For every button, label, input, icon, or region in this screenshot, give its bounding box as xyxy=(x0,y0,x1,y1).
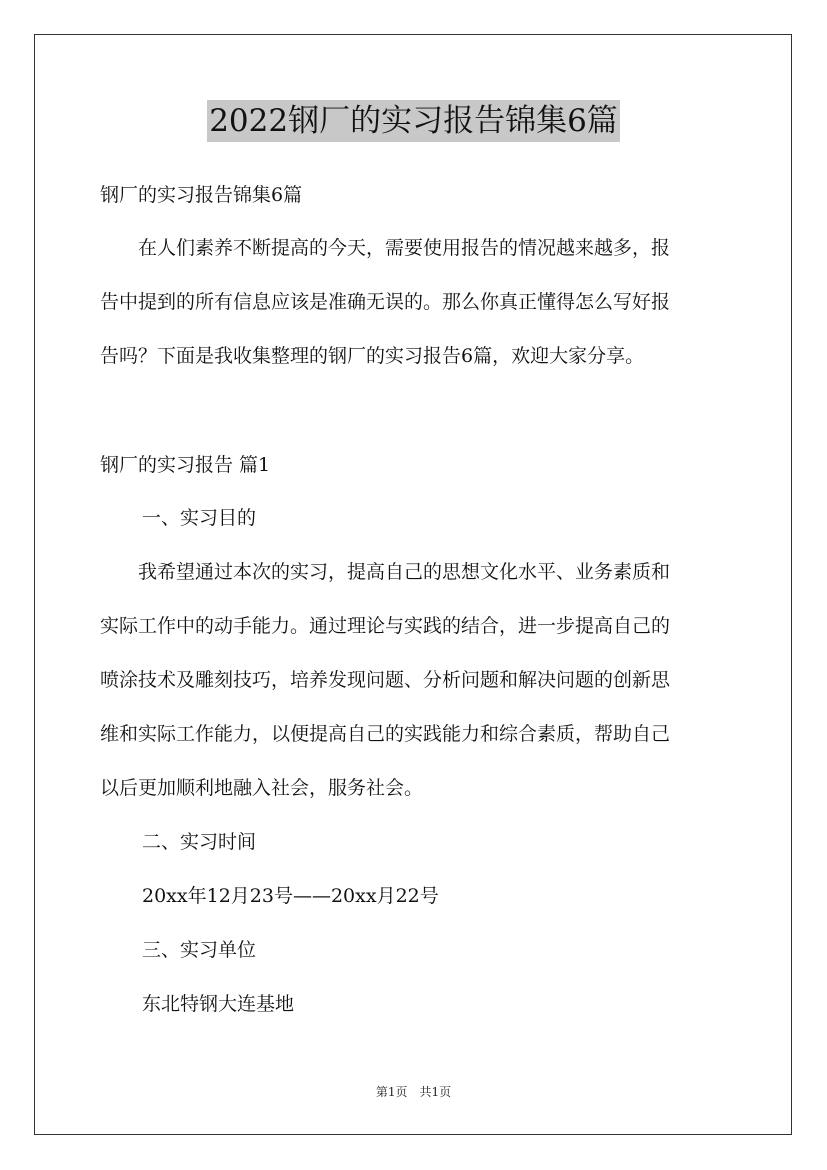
part3-paragraph xyxy=(142,989,732,1043)
part1-line-3: 喷涂技术及雕刻技巧，培养发现问题、分析问题和解决问题的创新思 xyxy=(100,669,671,691)
part2-heading xyxy=(142,827,732,881)
subtitle-line: 钢厂的实习报告锦集6篇 xyxy=(100,184,303,206)
part1-line-5: 以后更加顺利地融入社会，服务社会。 xyxy=(100,777,424,799)
intro-line-2: 告中提到的所有信息应该是准确无误的。那么你真正懂得怎么写好报 xyxy=(100,291,671,313)
document-subtitle xyxy=(100,180,730,234)
part1-heading-text: 一、实习目的 xyxy=(142,507,257,529)
part3-heading xyxy=(142,935,732,989)
page-footer: 第1页 共1页 xyxy=(375,1085,452,1099)
intro-line-1: 在人们素养不断提高的今天，需要使用报告的情况越来越多，报 xyxy=(100,237,671,259)
part2-heading-text: 二、实习时间 xyxy=(142,831,257,853)
intro-line-3: 告吗？下面是我收集整理的钢厂的实习报告6篇，欢迎大家分享。 xyxy=(100,345,645,367)
part1-paragraph xyxy=(100,557,730,827)
intro-paragraph xyxy=(100,233,730,395)
part1-line-4: 维和实际工作能力，以便提高自己的实践能力和综合素质，帮助自己 xyxy=(100,723,671,745)
section-heading-text: 钢厂的实习报告 篇1 xyxy=(100,454,271,476)
part1-heading xyxy=(142,503,732,557)
part3-text: 东北特钢大连基地 xyxy=(142,993,295,1015)
part3-heading-text: 三、实习单位 xyxy=(142,939,257,961)
part2-paragraph xyxy=(142,881,732,935)
part1-line-1: 我希望通过本次的实习，提高自己的思想文化水平、业务素质和 xyxy=(100,561,671,583)
title-container xyxy=(0,100,827,142)
part2-text: 20xx年12月23号——20xx月22号 xyxy=(142,885,439,907)
section-heading xyxy=(100,450,730,504)
part1-line-2: 实际工作中的动手能力。通过理论与实践的结合，进一步提高自己的 xyxy=(100,615,671,637)
document-title: 2022钢厂的实习报告锦集6篇 xyxy=(207,100,620,142)
